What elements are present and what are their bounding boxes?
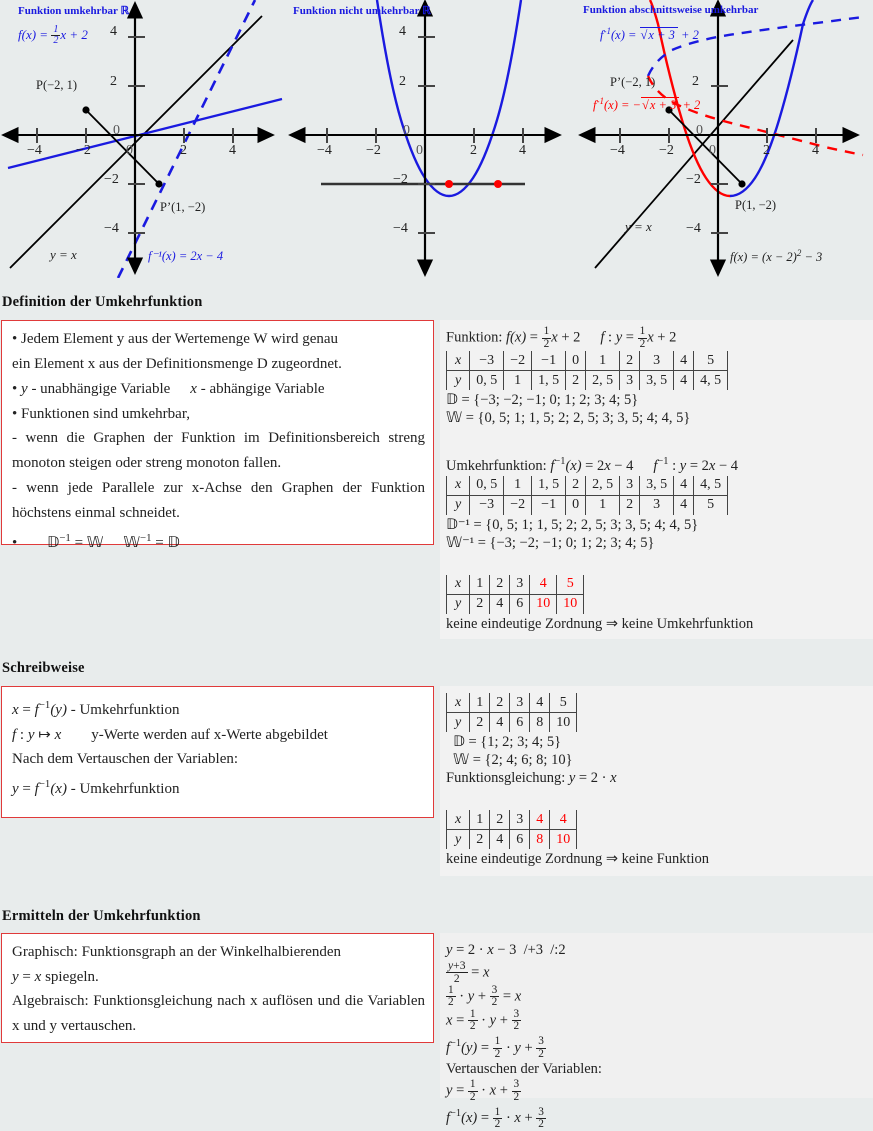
graph-1-inverse-label: f⁻¹(x) = 2x − 4 bbox=[148, 249, 224, 263]
definition-line-3: • Funktionen sind umkehrbar, bbox=[12, 405, 190, 422]
cell: 2 bbox=[566, 371, 586, 391]
cell: 10 bbox=[550, 830, 577, 850]
graph-2-origin-b: 0 bbox=[416, 143, 423, 158]
schreibweise-box bbox=[1, 686, 434, 818]
cell: 4 bbox=[490, 594, 510, 614]
cell: 5 bbox=[694, 495, 728, 515]
table-row bbox=[447, 693, 577, 713]
cell: 2 bbox=[620, 351, 640, 371]
cell: 0, 5 bbox=[470, 476, 504, 496]
cell: 4 bbox=[530, 693, 550, 713]
table-header-y: y bbox=[447, 371, 470, 391]
schreibweise-line-1: $x = f^{-1}(y)$ - Umkehrfunktion bbox=[12, 699, 180, 718]
cell: 4 bbox=[530, 810, 550, 830]
graph-1-origin-b: 0 bbox=[126, 143, 133, 158]
table-header-y: y bbox=[447, 594, 470, 614]
graph-1-title: Funktion umkehrbar ℝ bbox=[18, 5, 130, 17]
cell: 4 bbox=[674, 351, 694, 371]
function-simple-table bbox=[446, 693, 577, 732]
cell: 1 bbox=[586, 351, 620, 371]
definition-line-6: • 𝔻$^{-1}$ = 𝕎 𝕎$^{-1}$ = 𝔻 bbox=[12, 532, 180, 551]
table-row bbox=[447, 594, 584, 614]
cell: 1, 5 bbox=[532, 476, 566, 496]
cell: 1 bbox=[470, 575, 490, 595]
graph-2-ytick-2: 2 bbox=[399, 74, 406, 89]
cell: 10 bbox=[530, 594, 557, 614]
definition-line-1b: ein Element x aus der Definitionsmenge D zugeordnet. bbox=[12, 356, 342, 372]
ermitteln-line-1: Graphisch: Funktionsgraph an der Winkelhalbierenden bbox=[12, 944, 342, 960]
cell: 3 bbox=[620, 371, 640, 391]
cell: 0 bbox=[566, 351, 586, 371]
table-header-y: y bbox=[447, 830, 470, 850]
cell: −2 bbox=[504, 351, 532, 371]
algebra-step-6: Vertauschen der Variablen: bbox=[446, 1061, 602, 1078]
cell: 6 bbox=[510, 713, 530, 733]
cell: 1 bbox=[586, 495, 620, 515]
graph-1-ytick-m2: −2 bbox=[104, 172, 119, 187]
table-row bbox=[447, 351, 728, 371]
cell: 1 bbox=[470, 810, 490, 830]
definition-line-2-mid: - unabhängige Variable bbox=[27, 381, 171, 397]
cell: 10 bbox=[557, 594, 584, 614]
graph-3-origin-a: 0 bbox=[696, 123, 703, 138]
schreibweise-line-2-text: y-Werte werden auf x-Werte abgebildet bbox=[91, 726, 328, 743]
ermitteln-right-panel bbox=[440, 933, 873, 1131]
inverse-range-line: 𝕎⁻¹ = {−3; −2; −1; 0; 1; 2; 3; 4; 5} bbox=[446, 534, 655, 551]
definition-right-panel bbox=[440, 320, 873, 639]
graph-1-xtick-m4: −4 bbox=[27, 143, 42, 158]
graph-1-xtick-2: 2 bbox=[180, 143, 187, 158]
graph-3-identity-label: y = x bbox=[625, 219, 652, 234]
graph-2-xtick-4: 4 bbox=[519, 143, 526, 158]
table-header-x: x bbox=[447, 351, 470, 371]
graph-2-xtick-m4: −4 bbox=[317, 143, 332, 158]
ermitteln-line-3: Algebraisch: Funktionsgleichung nach x auflösen und die Variablen x und y vertauschen. bbox=[12, 993, 425, 1034]
graph-1-umkehrbar bbox=[0, 0, 290, 278]
table-header-y: y bbox=[447, 495, 470, 515]
graph-3-xtick-4: 4 bbox=[812, 143, 819, 158]
graph-1-ytick-2: 2 bbox=[110, 74, 117, 89]
inverse-heading-pre: Umkehrfunktion: bbox=[446, 457, 551, 474]
graph-1-ytick-m4: −4 bbox=[104, 221, 119, 236]
var-x: x bbox=[190, 381, 197, 397]
cell: 3 bbox=[510, 810, 530, 830]
graph-3-ytick-2: 2 bbox=[692, 74, 699, 89]
graph-3-ytick-m2: −2 bbox=[686, 172, 701, 187]
section-heading-ermitteln: Ermitteln der Umkehrfunktion bbox=[2, 908, 201, 924]
cell: 4 bbox=[490, 830, 510, 850]
cell: 3 bbox=[510, 575, 530, 595]
cell: 3 bbox=[640, 495, 674, 515]
simple-domain-line: 𝔻 = {1; 2; 3; 4; 5} bbox=[453, 734, 562, 750]
cell: 4 bbox=[674, 371, 694, 391]
graph-3-point-label: P(1, −2) bbox=[735, 198, 777, 212]
schreibweise-line-4: $y = f^{-1}(x)$ - Umkehrfunktion bbox=[12, 777, 180, 797]
table-row bbox=[447, 830, 577, 850]
cell: 2 bbox=[620, 495, 640, 515]
cell: 2 bbox=[470, 713, 490, 733]
ermitteln-line-2: y = x spiegeln. bbox=[12, 968, 99, 985]
cell: 8 bbox=[530, 713, 550, 733]
algebra-step-5: $f^{-1}(y)$ = $\frac{1}{2}$ · y + $\frac{3}{2}$ bbox=[446, 1035, 544, 1060]
graph-3-point-image-label: P’(−2, 1) bbox=[610, 75, 656, 89]
ermitteln-line-2-text: spiegeln. bbox=[41, 968, 99, 985]
schreibweise-line-1-text: - Umkehrfunktion bbox=[66, 702, 180, 718]
function-heading-pre: Funktion: bbox=[446, 329, 507, 346]
algebra-step-4: x = $\frac{1}{2}$ · y + $\frac{3}{2}$ bbox=[446, 1007, 520, 1033]
var-y: y bbox=[21, 381, 28, 397]
graph-3-inverse-red-label: $f^{-1}(x) = -√x + 3 + 2$ bbox=[593, 96, 701, 113]
graph-1-ytick-4: 4 bbox=[110, 24, 117, 39]
ermitteln-box bbox=[1, 933, 434, 1043]
definition-box bbox=[1, 320, 434, 551]
graph-3-ytick-m4: −4 bbox=[686, 221, 701, 236]
cell: 1, 5 bbox=[532, 371, 566, 391]
cell: −1 bbox=[532, 495, 566, 515]
section-heading-definition: Definition der Umkehrfunktion bbox=[2, 294, 203, 310]
cell: 3, 5 bbox=[640, 476, 674, 496]
graph-3-abschnittsweise bbox=[575, 0, 873, 278]
cell: 6 bbox=[510, 594, 530, 614]
definition-line-2-end: - abhängige Variable bbox=[196, 381, 325, 397]
graph-2-ytick-m2: −2 bbox=[393, 172, 408, 187]
cell: 5 bbox=[550, 693, 577, 713]
cell: −2 bbox=[504, 495, 532, 515]
definition-line-5: - wenn jede Parallele zur x-Achse den Graphen der Funktion höchstens einmal schneidet. bbox=[12, 480, 425, 521]
cell: 5 bbox=[557, 575, 584, 595]
table-header-x: x bbox=[447, 810, 470, 830]
definition-line-2 bbox=[12, 377, 425, 402]
graph-3-xtick-m2: −2 bbox=[659, 143, 674, 158]
simple-range-line: 𝕎 = {2; 4; 6; 8; 10} bbox=[453, 752, 573, 768]
non-function-note: keine eindeutige Zordnung ⇒ keine Funktion bbox=[446, 851, 710, 867]
bullet-2: • bbox=[12, 381, 22, 397]
equation-line: Funktionsgleichung: y = 2 · x bbox=[446, 770, 617, 786]
cell: 1 bbox=[470, 693, 490, 713]
graph-3-inverse-blue-label: $f^{-1}(x) = √x + 3 + 2$ bbox=[600, 26, 699, 43]
range-line: 𝕎 = {0, 5; 1; 1, 5; 2; 2, 5; 3; 3, 5; 4; 4, 5} bbox=[446, 410, 691, 427]
inverse-value-table bbox=[446, 476, 728, 515]
cell: −1 bbox=[532, 351, 566, 371]
schreibweise-line-3: Nach dem Vertauschen der Variablen: bbox=[12, 751, 239, 767]
cell: 4 bbox=[674, 476, 694, 496]
cell: 2 bbox=[566, 476, 586, 496]
table-row bbox=[447, 713, 577, 733]
graph-1-point-image-label: P’(1, −2) bbox=[160, 200, 206, 214]
graphs-row bbox=[0, 0, 873, 278]
graph-2-origin-a: 0 bbox=[403, 123, 410, 138]
cell: 2 bbox=[490, 575, 510, 595]
graph-1-identity-label: y = x bbox=[50, 247, 77, 262]
non-unique-table bbox=[446, 575, 584, 614]
cell: 3, 5 bbox=[640, 371, 674, 391]
graph-2-nicht-umkehrbar bbox=[285, 0, 575, 278]
schreibweise-right-panel bbox=[440, 686, 873, 876]
graph-2-xtick-2: 2 bbox=[470, 143, 477, 158]
cell: 0 bbox=[566, 495, 586, 515]
cell: 10 bbox=[550, 713, 577, 733]
schreibweise-line-2: f : y ↦ x y-Werte werden auf x-Werte abgebildet bbox=[12, 726, 328, 743]
cell: 2, 5 bbox=[586, 476, 620, 496]
graph-3-xtick-2: 2 bbox=[763, 143, 770, 158]
algebra-step-8: $f^{-1}(x)$ = $\frac{1}{2}$ · x + $\frac{3}{2}$ bbox=[446, 1105, 544, 1131]
table-row bbox=[447, 476, 728, 496]
graph-1-origin-a: 0 bbox=[113, 123, 120, 138]
graph-1-xtick-m2: −2 bbox=[76, 143, 91, 158]
definition-line-1a: • Jedem Element y aus der Wertemenge W wird genau bbox=[12, 331, 339, 347]
function-value-table bbox=[446, 351, 728, 390]
graph-3-origin-b: 0 bbox=[709, 143, 716, 158]
bullet-6: • bbox=[12, 535, 18, 551]
inverse-heading: Umkehrfunktion: $f^{-1}(x) = 2x - 4$ $f^{-1}$ : y = 2x − 4 bbox=[446, 456, 739, 474]
cell: 3 bbox=[620, 476, 640, 496]
algebra-step-3: $\frac{1}{2}$ · y + $\frac{3}{2}$ = x bbox=[448, 983, 522, 1009]
cell: 4 bbox=[674, 495, 694, 515]
cell: 4 bbox=[550, 810, 577, 830]
table-row bbox=[447, 495, 728, 515]
graph-2-ytick-4: 4 bbox=[399, 24, 406, 39]
table-header-y: y bbox=[447, 713, 470, 733]
cell: 2 bbox=[470, 594, 490, 614]
cell: 4, 5 bbox=[694, 476, 728, 496]
graph-1-point-label: P(−2, 1) bbox=[36, 78, 78, 92]
cell: 4 bbox=[490, 713, 510, 733]
graph-2-title: Funktion nicht umkehrbar ℝ bbox=[293, 5, 431, 17]
cell: 6 bbox=[510, 830, 530, 850]
cell: 2 bbox=[470, 830, 490, 850]
cell: −3 bbox=[470, 495, 504, 515]
non-function-table bbox=[446, 810, 577, 849]
cell: 8 bbox=[530, 830, 550, 850]
table-header-x: x bbox=[447, 693, 470, 713]
cell: −3 bbox=[470, 351, 504, 371]
graph-2-ytick-m4: −4 bbox=[393, 221, 408, 236]
table-header-x: x bbox=[447, 476, 470, 496]
cell: 1 bbox=[504, 476, 532, 496]
cell: 3 bbox=[510, 693, 530, 713]
section-heading-schreibweise: Schreibweise bbox=[2, 660, 85, 676]
cell: 1 bbox=[504, 371, 532, 391]
schreibweise-line-4-text: - Umkehrfunktion bbox=[66, 780, 180, 797]
equation-line-pre: Funktionsgleichung: bbox=[446, 770, 569, 786]
cell: 2, 5 bbox=[586, 371, 620, 391]
table-row bbox=[447, 371, 728, 391]
cell: 0, 5 bbox=[470, 371, 504, 391]
graph-1-fn-label: f(x) = $\frac{1}{2}$ x + 2 bbox=[18, 24, 88, 47]
graph-1-xtick-4: 4 bbox=[229, 143, 236, 158]
cell: 4, 5 bbox=[694, 371, 728, 391]
function-heading: Funktion: f(x) = $\frac{1}{2}$ x + 2 f : y = $\frac{1}{2}$ x + 2 bbox=[446, 325, 677, 350]
domain-line: 𝔻 = {−3; −2; −1; 0; 1; 2; 3; 4; 5} bbox=[446, 392, 639, 409]
algebra-step-2: $\frac{y+3}{2}$ = x bbox=[448, 959, 490, 985]
cell: 4 bbox=[530, 575, 557, 595]
table-header-x: x bbox=[447, 575, 470, 595]
cell: 2 bbox=[490, 810, 510, 830]
cell: 5 bbox=[694, 351, 728, 371]
table-row bbox=[447, 810, 577, 830]
table-row bbox=[447, 575, 584, 595]
algebra-step-7: y = $\frac{1}{2}$ · x + $\frac{3}{2}$ bbox=[446, 1078, 520, 1103]
definition-line-1 bbox=[12, 327, 425, 377]
cell: 3 bbox=[640, 351, 674, 371]
graph-3-xtick-m4: −4 bbox=[610, 143, 625, 158]
non-unique-note: keine eindeutige Zordnung ⇒ keine Umkehrfunktion bbox=[446, 615, 754, 632]
inverse-domain-line: 𝔻⁻¹ = {0, 5; 1; 1, 5; 2; 2, 5; 3; 3, 5; 4; 4, 5} bbox=[446, 516, 699, 533]
definition-line-4: - wenn die Graphen der Funktion im Definitionsbereich streng monoton steigen oder streng monoton fallen. bbox=[12, 430, 425, 471]
cell: 2 bbox=[490, 693, 510, 713]
graph-3-title: Funktion abschnittsweise umkehrbar bbox=[583, 4, 759, 16]
graph-2-xtick-m2: −2 bbox=[366, 143, 381, 158]
algebra-step-1: y = 2 · x − 3 /+3 /:2 bbox=[446, 942, 566, 958]
graph-3-fn-label: $f(x) = (x - 2)^2 - 3$ bbox=[730, 248, 823, 265]
